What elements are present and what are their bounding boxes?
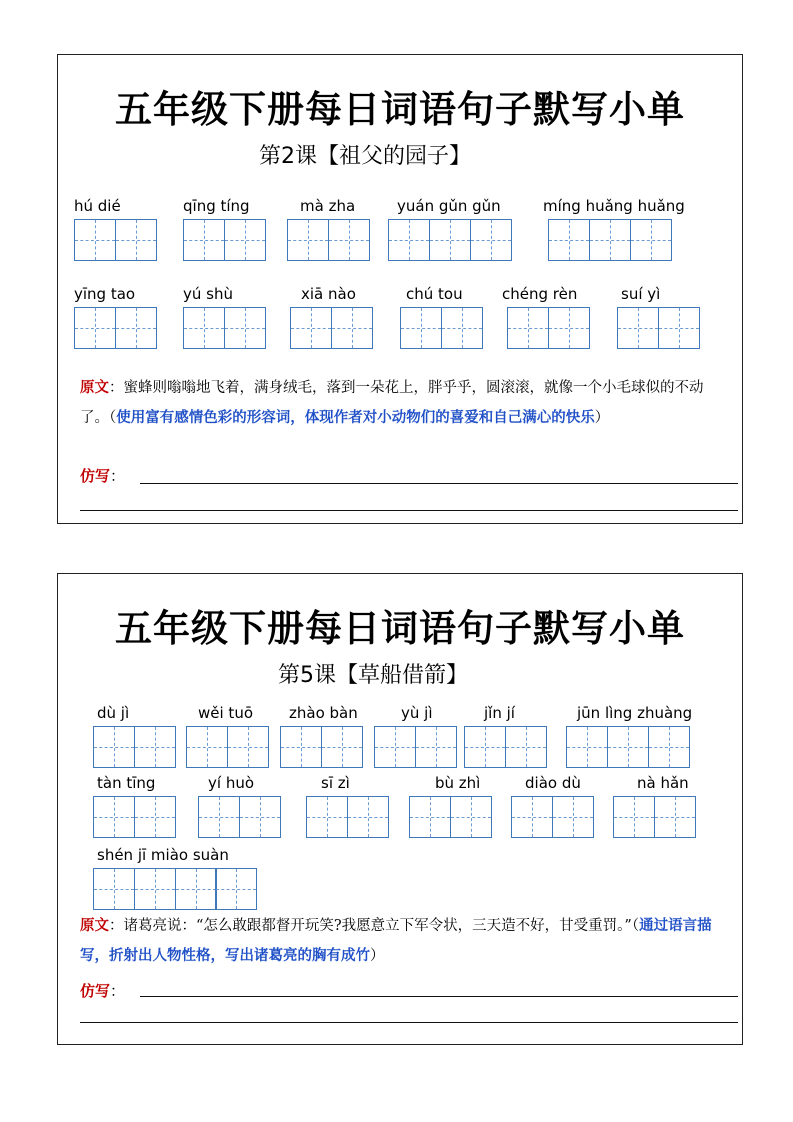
character-boxes[interactable] — [548, 219, 685, 261]
character-boxes[interactable] — [464, 726, 546, 768]
pinyin-label: yù jì — [401, 704, 433, 722]
character-boxes[interactable] — [93, 726, 175, 768]
word-item — [290, 285, 372, 349]
word-item — [613, 774, 695, 838]
pinyin-label: shén jī miào suàn — [97, 846, 229, 864]
character-boxes[interactable] — [613, 796, 695, 838]
word-item — [617, 285, 699, 349]
writing-line[interactable] — [80, 1022, 738, 1023]
pinyin-label: jǐn jí — [484, 704, 515, 722]
character-boxes[interactable] — [400, 307, 482, 349]
word-item — [543, 197, 685, 261]
character-boxes[interactable] — [183, 219, 265, 261]
word-item — [93, 774, 175, 838]
word-item — [183, 197, 265, 261]
pinyin-label: jūn lìng zhuàng — [577, 704, 693, 722]
imitation-row — [80, 980, 736, 1001]
imitate-colon: ： — [110, 982, 126, 1000]
original-sentence — [80, 373, 732, 433]
worksheet-title: 五年级下册每日词语句子默写小单 — [115, 87, 685, 131]
character-boxes[interactable] — [566, 726, 692, 768]
character-boxes[interactable] — [617, 307, 699, 349]
pinyin-label: sī zì — [321, 774, 350, 792]
worksheet-title: 五年级下册每日词语句子默写小单 — [115, 606, 685, 650]
worksheet-card-lesson-2 — [57, 54, 743, 524]
pinyin-label: mà zha — [300, 197, 356, 215]
word-item — [464, 704, 546, 768]
character-boxes[interactable] — [507, 307, 589, 349]
character-boxes[interactable] — [287, 219, 369, 261]
imitate-colon: ： — [110, 467, 126, 485]
close-paren: ） — [370, 948, 385, 964]
word-item — [306, 774, 388, 838]
word-item — [287, 197, 369, 261]
character-boxes[interactable] — [74, 219, 156, 261]
character-boxes[interactable] — [374, 726, 456, 768]
pinyin-label: tàn tīng — [97, 774, 156, 792]
character-boxes[interactable] — [93, 796, 175, 838]
pinyin-label: xiā nào — [301, 285, 356, 303]
writing-line[interactable] — [80, 510, 738, 511]
close-paren: ） — [594, 410, 610, 426]
imitate-label: 仿写 — [80, 467, 111, 485]
pinyin-label: yīng tao — [74, 285, 136, 303]
character-boxes[interactable] — [280, 726, 362, 768]
lesson-heading: 第5课【草船借箭】 — [278, 663, 468, 688]
word-item — [511, 774, 593, 838]
word-item — [93, 846, 256, 910]
character-boxes[interactable] — [183, 307, 265, 349]
pinyin-label: qīng tíng — [183, 197, 250, 215]
pinyin-label: nà hǎn — [637, 774, 689, 792]
pinyin-label: wěi tuō — [198, 704, 253, 722]
pinyin-label: diào dù — [525, 774, 581, 792]
pinyin-label: suí yì — [621, 285, 661, 303]
word-item — [198, 774, 280, 838]
pinyin-label: yuán gǔn gǔn — [397, 197, 501, 215]
original-text: ：诸葛亮说：“怎么敢跟都督开玩笑?我愿意立下军令状，三天造不好，甘受重罚。”（ — [109, 918, 640, 934]
writing-tip: 通过语言描写，折射出人物性格，写出诸葛亮的胸有成竹 — [80, 917, 712, 964]
original-text: ：蜜蜂则嗡嗡地飞着，满身绒毛，落到一朵花上，胖乎乎，圆滚滚，就像一个小毛球似的不动了。（ — [80, 380, 704, 426]
original-label: 原文 — [80, 917, 109, 934]
worksheet-card-lesson-5 — [57, 573, 743, 1045]
word-item — [93, 704, 175, 768]
character-boxes[interactable] — [93, 868, 256, 910]
imitate-label: 仿写 — [80, 982, 111, 1000]
word-item — [374, 704, 456, 768]
writing-line[interactable] — [140, 996, 738, 997]
word-item — [74, 285, 156, 349]
writing-line[interactable] — [140, 483, 738, 484]
original-sentence — [80, 911, 732, 971]
word-item — [388, 197, 510, 261]
character-boxes[interactable] — [186, 726, 268, 768]
word-item — [186, 704, 268, 768]
word-item — [566, 704, 692, 768]
pinyin-label: dù jì — [97, 704, 130, 722]
word-item — [400, 285, 482, 349]
word-item — [183, 285, 265, 349]
pinyin-label: zhào bàn — [289, 704, 358, 722]
character-boxes[interactable] — [290, 307, 372, 349]
character-boxes[interactable] — [511, 796, 593, 838]
word-item — [74, 197, 156, 261]
character-boxes[interactable] — [388, 219, 510, 261]
pinyin-label: míng huǎng huǎng — [543, 197, 685, 215]
character-boxes[interactable] — [306, 796, 388, 838]
lesson-heading: 第2课【祖父的园子】 — [259, 144, 471, 169]
word-item — [280, 704, 362, 768]
character-boxes[interactable] — [409, 796, 491, 838]
writing-tip: 使用富有感情色彩的形容词，体现作者对小动物们的喜爱和自己满心的快乐 — [116, 409, 595, 426]
pinyin-label: chú tou — [406, 285, 463, 303]
character-boxes[interactable] — [198, 796, 280, 838]
word-item — [409, 774, 491, 838]
character-boxes[interactable] — [74, 307, 156, 349]
original-label: 原文 — [80, 379, 109, 396]
pinyin-label: chéng rèn — [502, 285, 578, 303]
word-item — [502, 285, 589, 349]
pinyin-label: yú shù — [183, 285, 233, 303]
pinyin-label: bù zhì — [435, 774, 481, 792]
pinyin-label: yí huò — [208, 774, 255, 792]
pinyin-label: hú dié — [74, 197, 121, 215]
